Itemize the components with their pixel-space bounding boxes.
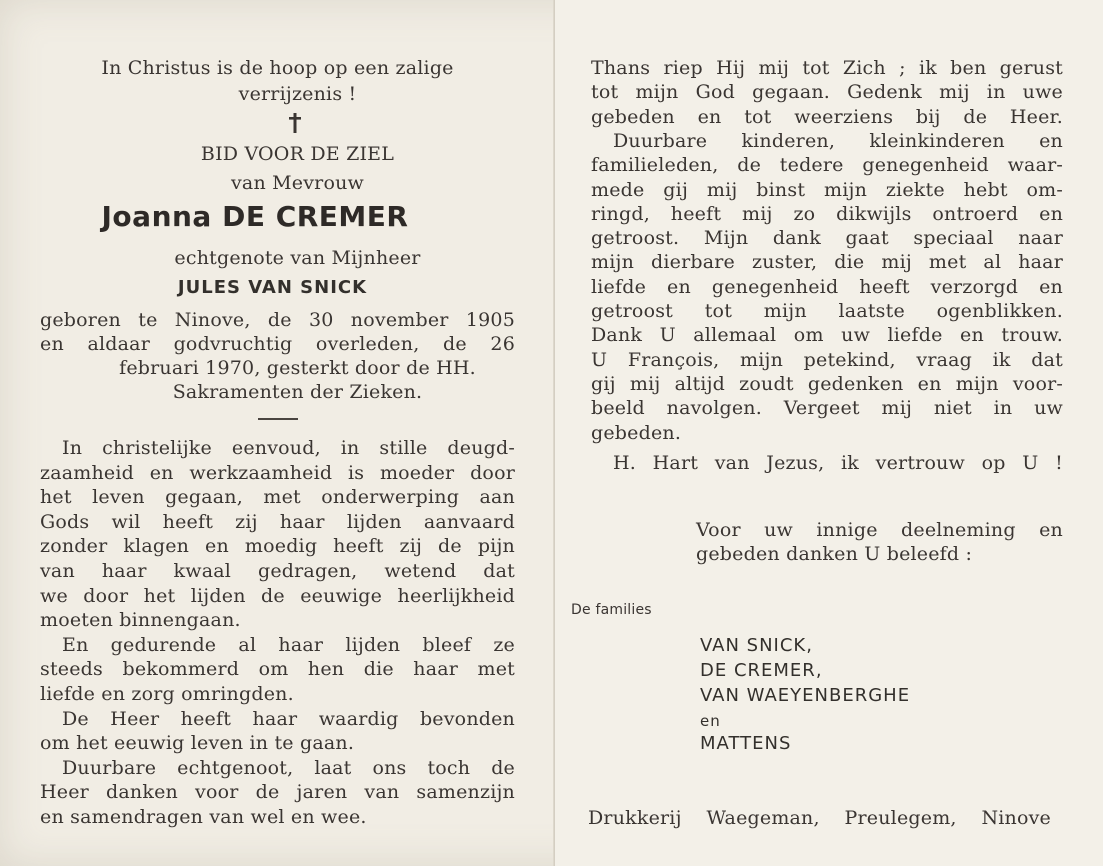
left-body-line: moeten binnengaan. bbox=[40, 609, 241, 632]
spouse-intro: echtgenote van Mijnheer bbox=[174, 247, 421, 269]
right-body-line: Duurbare kinderen, kleinkinderen en bbox=[613, 129, 1063, 152]
deceased-last-name: DE CREMER bbox=[222, 200, 409, 233]
title-prefix: van Mevrouw bbox=[231, 172, 364, 194]
family-and: en bbox=[700, 712, 721, 730]
deceased-first-name: Joanna bbox=[101, 200, 223, 233]
family-van-waeyenberghe: VAN WAEYENBERGHE bbox=[700, 685, 911, 706]
printer-credit: Drukkerij Waegeman, Preulegem, Ninove bbox=[588, 807, 1051, 829]
birth-line-3: februari 1970, gesterkt door de HH. bbox=[119, 357, 476, 379]
left-body-line: het leven gegaan, met onderwerping aan bbox=[40, 486, 515, 509]
left-body-line: Heer danken voor de jaren van samenzijn bbox=[40, 781, 515, 804]
left-body-line: De Heer heeft haar waardig bevonden bbox=[62, 707, 515, 730]
left-body-line: om het eeuwig leven in te gaan. bbox=[40, 732, 355, 755]
right-body-line: familieleden, de tedere genegenheid waar- bbox=[591, 154, 1063, 177]
right-body-line: Dank U allemaal om uw liefde en trouw. bbox=[591, 324, 1063, 347]
families-label: De families bbox=[571, 602, 652, 618]
birth-line-1: geboren te Ninove, de 30 november 1905 bbox=[40, 309, 515, 331]
right-body-line: tot mijn God gegaan. Gedenk mij in uwe bbox=[591, 81, 1063, 104]
left-body-line: zonder klagen en moedig heeft zij de pijn bbox=[40, 535, 515, 558]
right-body-line: beeld navolgen. Vergeet mij niet in uw bbox=[591, 397, 1063, 420]
right-body-line: getroost. Mijn dank gaat speciaal naar bbox=[591, 227, 1063, 250]
right-body-line: getroost tot mijn laatste ogenblikken. bbox=[591, 300, 1063, 322]
right-body-line: gebeden. bbox=[591, 421, 682, 444]
left-body-line: van haar kwaal gedragen, wetend dat bbox=[40, 560, 515, 582]
right-body-line: mede gij mij binst mijn ziekte hebt om- bbox=[591, 178, 1063, 201]
right-panel bbox=[555, 0, 1103, 866]
left-body-line: Duurbare echtgenoot, laat ons toch de bbox=[62, 756, 515, 779]
left-body-line: zaamheid en werkzaamheid is moeder door bbox=[40, 461, 515, 484]
cross-icon bbox=[288, 112, 302, 134]
birth-line-4: Sakramenten der Zieken. bbox=[172, 381, 423, 403]
right-body-line: liefde en genegenheid heeft verzorgd en bbox=[591, 275, 1063, 298]
left-body-line: Gods wil heeft zij haar lijden aanvaard bbox=[40, 510, 515, 533]
right-body-line: U François, mijn petekind, vraag ik dat bbox=[591, 348, 1063, 371]
left-body-line: liefde en zorg omringden. bbox=[40, 683, 294, 705]
thanks-line-1: Voor uw innige deelneming en bbox=[696, 519, 1063, 541]
divider bbox=[258, 418, 298, 420]
family-de-cremer: DE CREMER, bbox=[700, 660, 823, 681]
birth-line-2: en aldaar godvruchtig overleden, de 26 bbox=[40, 333, 515, 355]
intro-line-2: verrijzenis ! bbox=[238, 83, 357, 105]
right-body-line: mijn dierbare zuster, die mij met al haar bbox=[591, 251, 1063, 274]
spouse-name: JULES VAN SNICK bbox=[177, 277, 368, 298]
intro-line-1: In Christus is de hoop op een zalige bbox=[101, 57, 454, 79]
header-bid-voor-de-ziel: BID VOOR DE ZIEL bbox=[200, 143, 395, 165]
right-body-line: gij mij altijd zoudt gedenken en mijn voor- bbox=[591, 372, 1063, 395]
left-body-line: we door het lijden de eeuwige heerlijkheid bbox=[40, 584, 515, 607]
prayer-line: H. Hart van Jezus, ik vertrouw op U ! bbox=[613, 452, 1063, 474]
right-body-line: gebeden en tot weerziens bij de Heer. bbox=[591, 105, 1063, 128]
left-body-line: In christelijke eenvoud, in stille deugd- bbox=[62, 437, 515, 459]
deceased-name bbox=[40, 198, 470, 239]
right-body-line: Thans riep Hij mij tot Zich ; ik ben gerust bbox=[591, 57, 1063, 79]
left-body-line: steeds bekommerd om hen die haar met bbox=[40, 658, 515, 681]
left-body-line: en samendragen van wel en wee. bbox=[40, 806, 367, 828]
left-body-line: En gedurende al haar lijden bleef ze bbox=[62, 633, 515, 656]
family-van-snick: VAN SNICK, bbox=[700, 635, 813, 656]
thanks-line-2: gebeden danken U beleefd : bbox=[696, 543, 973, 565]
family-mattens: MATTENS bbox=[700, 733, 792, 754]
right-body-line: ringd, heeft mij zo dikwijls ontroerd en bbox=[591, 202, 1063, 225]
